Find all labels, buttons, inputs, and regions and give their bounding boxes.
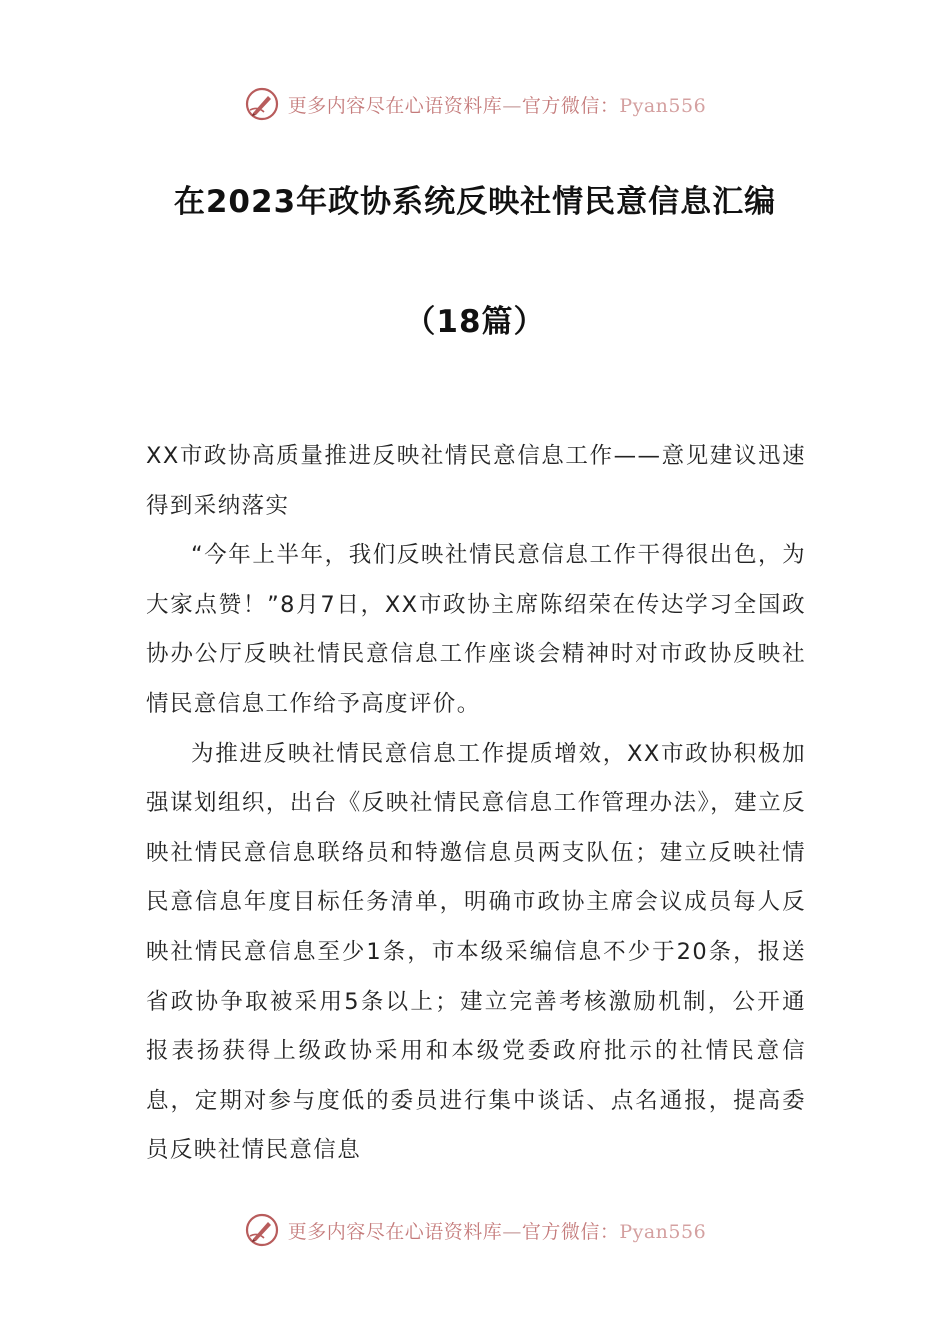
watermark-separator: —	[502, 1220, 522, 1243]
pen-logo-icon	[244, 1212, 280, 1248]
watermark-wechat-label: 官方微信：	[521, 1220, 620, 1243]
watermark-text	[288, 1217, 706, 1244]
watermark-separator: —	[502, 94, 522, 117]
watermark-wechat-id: Pyan556	[619, 1220, 707, 1243]
body-paragraph: 为推进反映社情民意信息工作提质增效，XX市政协积极加强谋划组织，出台《反映社情民意信息工作管理办法》，建立反映社情民意信息联络员和特邀信息员两支队伍；建立反映社情民意信息年度目标任务清单，明确市政协主席会议成员每人反映社情民意信息至少1条，市本级采编信息不少于20条，报送省政协争取被采用5条以上；建立完善考核激励机制，公开通报表扬获得上级政协采用和本级党委政府批示的社情民意信息，定期对参与度低的委员进行集中谈话、点名通报，提高委员反映社情民意信息	[146, 740, 806, 1164]
document-title-count: （18篇）	[404, 304, 546, 340]
document-title: 在2023年政协系统反映社情民意信息汇编	[173, 184, 777, 220]
watermark-wechat-id: Pyan556	[619, 94, 707, 117]
body-paragraph: “今年上半年，我们反映社情民意信息工作干得很出色，为大家点赞！”8月7日，XX市政协主席陈绍荣在传达学习全国政协办公厅反映社情民意信息工作座谈会精神时对市政协反映社情民意信息工作给予高度评价。	[146, 542, 806, 717]
watermark-banner-bottom	[0, 1208, 950, 1252]
document-body	[146, 432, 806, 1176]
watermark-library-name: 更多内容尽在心语资料库	[287, 1220, 503, 1243]
watermark-text	[288, 91, 706, 118]
watermark-wechat-label: 官方微信：	[521, 94, 620, 117]
watermark-banner-top	[0, 82, 950, 126]
article-subtitle: XX市政协高质量推进反映社情民意信息工作——意见建议迅速得到采纳落实	[146, 443, 806, 519]
watermark-library-name: 更多内容尽在心语资料库	[287, 94, 503, 117]
pen-logo-icon	[244, 86, 280, 122]
